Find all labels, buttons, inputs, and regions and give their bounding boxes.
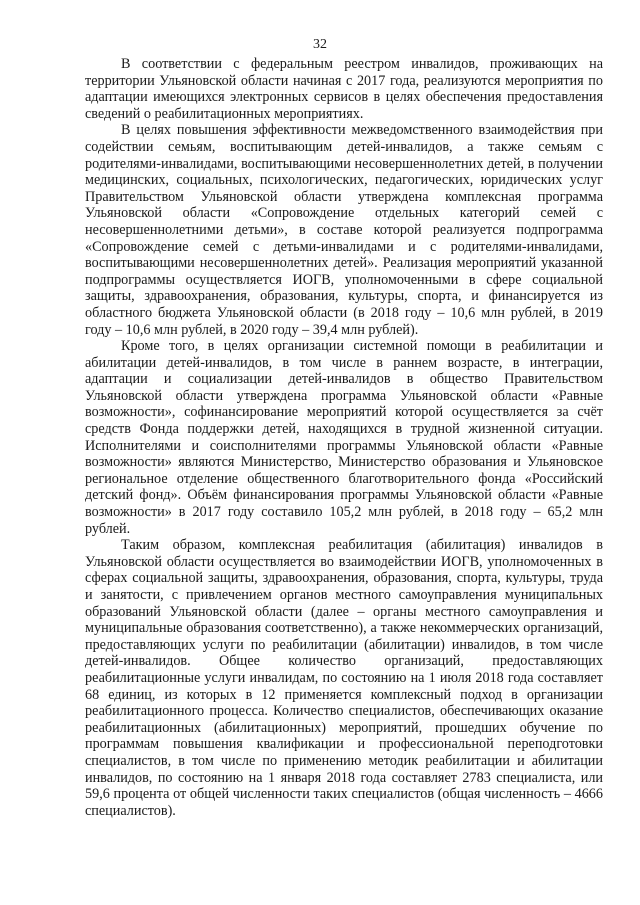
paragraph-comprehensive-rehabilitation: Таким образом, комплексная реабилитация (абилитация) инвалидов в Ульяновской области осуществляется во взаимодействии ИОГВ, уполномоченных в сферах социальной защиты, здравоохранения, образования, спорта, культуры, труда и занятости, с привлечением органов местного самоуправления муниципальных образований Ульяновской области (далее – органы местного самоуправления и муниципальные образования соответственно), а также некоммерческих организаций, предоставляющих услуги по реабилитации (абилитации) инвалидов, в том числе детей-инвалидов. Общее количество организаций, предоставляющих реабилитационные услуги инвалидам, по состоянию на 1 июля 2018 года составляет 68 единиц, из которых в 12 применяется комплексный подход в организации реабилитационного процесса. Количество специалистов, обеспечивающих оказание реабилитационных (абилитационных) мероприятий, прошедших обучение по программам повышения квалификации и профессиональной переподготовки специалистов, в том числе по применению методик реабилитации и абилитации инвалидов, по состоянию на 1 января 2018 года составляет 2783 специалиста, или 59,6 процента от общей численности таких специалистов (общая численность – 4666 специалистов). [85,537,603,819]
paragraph-equal-opportunities-program: Кроме того, в целях организации системной помощи в реабилитации и абилитации детей-инвалидов, в том числе в раннем возрасте, в интеграции, адаптации и социализации детей-инвалидов в общество Правительством Ульяновской области утверждена программа Ульяновской области «Равные возможности», софинансирование мероприятий которой осуществляется за счёт средств Фонда поддержки детей, находящихся в трудной жизненной ситуации. Исполнителями и соисполнителями программы Ульяновской области «Равные возможности» являются Министерство, Министерство образования и Ульяновское региональное отделение общественного благотворительного фонда «Российский детский фонд». Объём финансирования программы Ульяновской области «Равные возможности» в 2017 году составило 105,2 млн рублей, в 2018 году – 65,2 млн рублей. [85,338,603,537]
paragraph-electronic-services: В соответствии с федеральным реестром инвалидов, проживающих на территории Ульяновской области начиная с 2017 года, реализуются мероприятия по адаптации имеющихся электронных сервисов в целях обеспечения предоставления сведений о реабилитационных мероприятиях. [85,56,603,122]
paragraph-family-support-program: В целях повышения эффективности межведомственного взаимодействия при содействии семьям, воспитывающим детей-инвалидов, а также семьям с родителями-инвалидами, воспитывающими несовершеннолетних детей, в получении медицинских, социальных, психологических, педагогических, юридических услуг Правительством Ульяновской области утверждена комплексная программа Ульяновской области «Сопровождение отдельных категорий семей с несовершеннолетними детьми», в составе которой реализуется подпрограмма «Сопровождение семей с детьми-инвалидами и с родителями-инвалидами, воспитывающими несовершеннолетних детей». Реализация мероприятий указанной подпрограммы осуществляется ИОГВ, уполномоченными в сфере социальной защиты, здравоохранения, образования, культуры, спорта, и финансируется из областного бюджета Ульяновской области (в 2018 году – 10,6 млн рублей, в 2019 году – 10,6 млн рублей, в 2020 году – 39,4 млн рублей). [85,122,603,338]
document-body [85,56,603,819]
page-number: 32 [313,37,327,52]
